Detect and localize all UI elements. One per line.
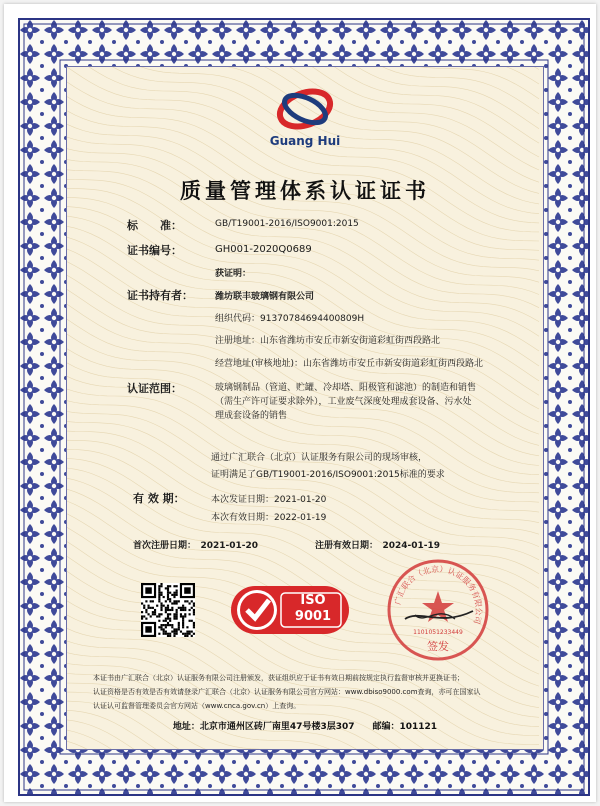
seal-ring-text: 广汇联合（北京）认证服务有限公司	[393, 564, 484, 626]
scope-line: 玻璃钢制品（管道、贮罐、冷却塔、阳极管和滤池）的制造和销售	[215, 383, 477, 393]
seal-sign: 签发	[427, 640, 449, 653]
statement-line: 证明满足了GB/T19001-2016/ISO9001:2015标准的要求	[211, 470, 445, 480]
certificate-frame	[4, 4, 596, 802]
footer-line: 本证书由广汇联合（北京）认证服务有限公司注册颁发，获证组织应于证书有效日期前按规定执行监督审核并更换证书；	[93, 674, 464, 682]
statement-line: 通过广汇联合（北京）认证服务有限公司的现场审核，	[211, 453, 428, 463]
brand-name: Guang Hui	[269, 134, 341, 148]
sub-cert-label: 获证明：	[215, 269, 252, 279]
issuer-address: 地址：北京市通州区砖厂南里47号楼3层307 邮编：101121	[172, 722, 438, 732]
scope-label: 认证范围：	[127, 382, 182, 395]
certificate-title: 质量管理体系认证证书	[180, 179, 430, 203]
cert-no-label: 证书编号：	[127, 244, 182, 257]
guanghui-logo-icon	[269, 87, 341, 135]
scope-line: 理成套设备的销售	[215, 411, 288, 421]
iso-label: ISO	[300, 593, 326, 608]
cert-no-value: GH001-2020Q0689	[215, 244, 312, 255]
issue-date: 本次发证日期：2021-01-20	[211, 495, 327, 505]
standard-label: 标 准：	[127, 219, 182, 232]
certificate-body	[66, 66, 544, 750]
reg-address: 注册地址：山东省潍坊市安丘市新安街道彩虹街西段路北	[215, 336, 441, 346]
standard-value: GB/T19001-2016/ISO9001:2015	[215, 219, 359, 229]
iso-9001-badge	[227, 583, 353, 637]
first-registration: 首次注册日期： 2021-01-20	[133, 541, 259, 551]
qr-code-icon[interactable]	[141, 583, 195, 637]
validity-label: 有 效 期：	[133, 492, 185, 505]
registration-expiry: 注册有效日期： 2024-01-19	[315, 541, 441, 551]
official-seal	[385, 557, 491, 663]
scope-line: （需生产许可证要求除外），工业废气深度处理成套设备、污水处	[215, 397, 472, 407]
holder-label: 证书持有者：	[127, 289, 193, 302]
org-code: 组织代码：91370784694400809H	[215, 314, 365, 324]
op-address: 经营地址(审核地址)：山东省潍坊市安丘市新安街道彩虹街西段路北	[215, 359, 484, 369]
expiry-date: 本次有效日期：2022-01-19	[211, 513, 327, 523]
footer-line: 认证资格是否有效是否有效请登录广汇联合（北京）认证服务有限公司官方网站：www.dbiso9000.com查询，亦可在国家认	[93, 688, 481, 696]
footer-line: 认证认可监督管理委员会官方网站（www.cnca.gov.cn）上查询。	[93, 702, 301, 710]
iso-number: 9001	[294, 609, 332, 624]
seal-code: 1101051233449	[413, 629, 463, 636]
holder-name: 潍坊联丰玻璃钢有限公司	[215, 292, 315, 302]
